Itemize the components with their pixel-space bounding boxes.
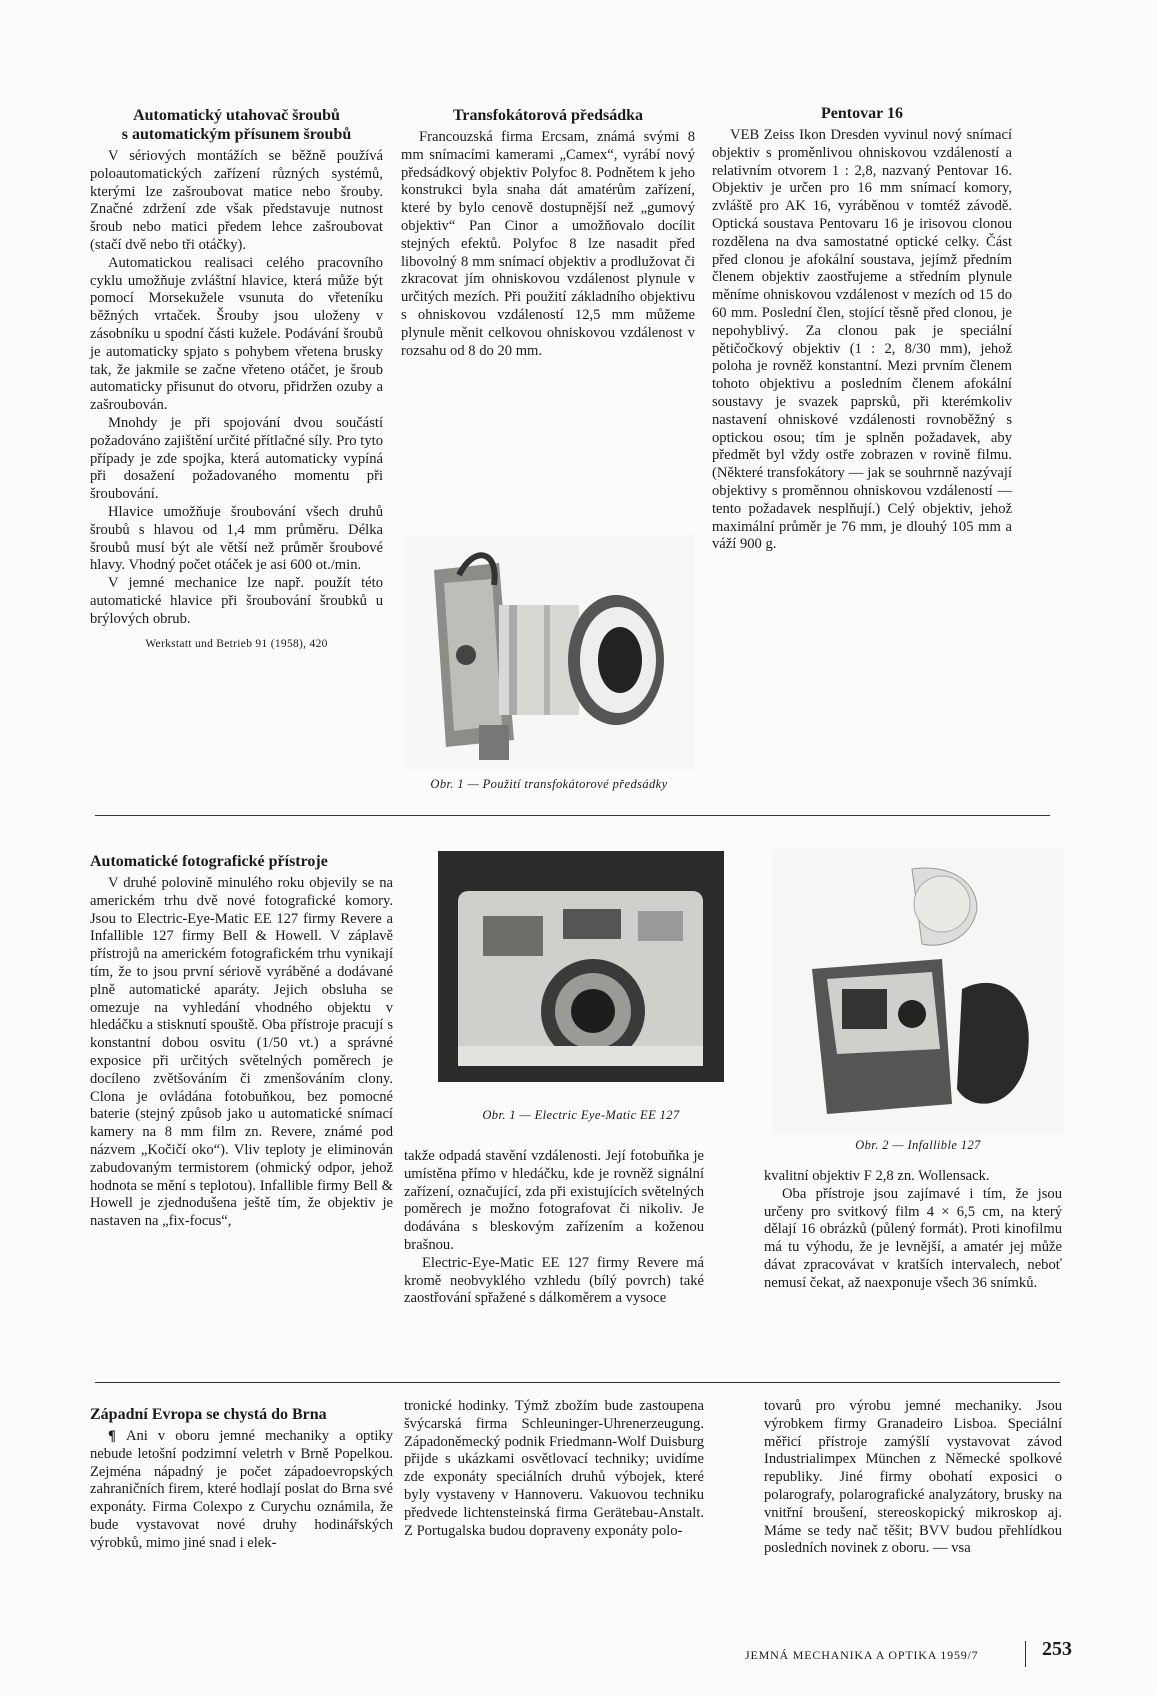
zoom-camera-photo [404,535,694,770]
article-body: Francouzská firma Ercsam, známá svými 8 mm snímacími kamerami „Camex“, vyrábí nový předsádkový objektiv Polyfoc 8. Podnětem k jeho konstrukci byla snaha dát amatérům zařízení, které by bylo cenově dostupnější než „gumový objektiv“ Pan Cinor a umožňovalo docílit stejných efektů. Polyfoc 8 lze nasadit před libovolný 8 mm snímací objektiv a prodlužovat či zkracovat jím ohniskovou vzdálenost plynule v určitých mezích. Při použití základního objektivu s ohniskovou vzdáleností 12,5 mm můžeme plynule měnit celkovou ohniskovou vzdálenost v rozsahu od 8 do 20 mm. [401,129,695,359]
article-brno-fair-col2: tronické hodinky. Týmž zbožím bude zastoupena švýcarská firma Schleuninger-Uhrenerzeugung. Západoněmecký podnik Friedmann-Wolf Duisburg přijde s ukázkami osvětlovací techniky; uvidíme zde exponáty speciálních druhů výbojek, které byly vystaveny v Hannoveru. Vakuovou techniku předvede lichtensteinská firma Gerätebau-Anstalt. Z Portugalska budou dopraveny exponáty polo- [404,1398,704,1539]
article-body: VEB Zeiss Ikon Dresden vyvinul nový snímací objektiv s proměnlivou ohniskovou vzdáleností a relativním otvorem 1 : 2,8, nazvaný Pentovar 16. Objektiv je určen pro 16 mm snímací komory, zvláště pro AK 16, vyráběnou v tomtéž závodě. Optická soustava Pentovaru 16 je irisovou clonou rozdělena na dva samostatné optické celky. Část před clonou je afokální soustava, jejímž předním členem objektiv zaostřujeme a středním plynule měníme ohniskovou vzdálenost v mezích od 15 do 60 mm. Poslední člen, stojící těsně před clonou, je nepohyblivý. Za clonou pak je speciální pětičočkový objektiv (1 : 2, 8/30 mm), jehož poloha je rovněž konstantní. Mezi prvním členem tohoto objektivu a posledním členem afokální soustavy je svazek paprsků, při kterémkoliv nastavení ohniskové vzdálenosti rovnoběžný s optickou osou; tím je splněn požadavek, aby předmět byl vždy ostře zobrazen v rovině filmu. (Některé transfokátory — jak se souhrnně nazývají objektivy s proměnnou ohniskovou vzdáleností — tento požadavek nesplňují.) Celý objektiv, jehož maximální průměr je 76 mm, je dlouhý 105 mm a váží 900 g. [712,127,1012,553]
article-body: V druhé polovině minulého roku objevily se na americkém trhu dvě nové fotografické komory. Jsou to Electric-Eye-Matic EE 127 firmy Revere a Infallible 127 firmy Bell & Howell. V záplavě přístrojů na americkém fotografickém trhu vynikají tím, že to jsou první sériově vyráběné a dodávané plně automatické aparáty. Jejich obsluha se omezuje na vyhledání vhodného objektu v hledáčku a stisknutí spouště. Oba přístroje pracují s konstantní dobou osvitu (1/50 vt.) a správné exposice při určitých světelných poměrech je docíleno zvětšováním či zmenšováním clony. Clona je ovládána fotobuňkou, bez pomocné baterie (stejný způsob jako u automatické snímací kamery na 8 mm film zn. Revere, známé pod názvem „Kočičí oko“). Vliv teploty je eliminován zabudovaným termistorem (ohmický odpor, jehož hodnota se mění s teplotou). Infallible firmy Bell & Howell je zjednodušena ještě tím, že objektiv je nastaven na „fix-focus“, [90,875,393,1230]
divider-rule [95,1382,1060,1383]
figure-caption-infallible: Obr. 2 — Infallible 127 [855,1138,981,1152]
article-brno-fair-col3: tovarů pro výrobu jemné mechaniky. Jsou výrobkem firmy Granadeiro Lisboa. Speciální měřicí přístroje zamýšlí vystavovat závod Industrialimpex München z Německé spolkové republiky. Jiné firmy obohatí exposici o polarografy, polarografické analyzátory, brusky na vnitřní broušení, stereoskopický mikroskop aj. Máme se tedy nač těšit; BVV budou přehlídkou posledních novinek z oboru. — vsa [764,1398,1062,1557]
article-title: Automatické fotografické přístroje [90,853,328,870]
article-automatic-cameras-col2: takže odpadá stavění vzdálenosti. Její fotobuňka je umístěna přímo v hledáčku, kde je rovněž signální zařízení, označující, zda při existujících světelných poměrech je možno fotografovat či nikoliv. Je dodávána s bleskovým zařízením a koženou brašnou. Electric-Eye-Matic EE 127 firmy Revere má kromě neobvyklého vzhledu (bílý povrch) také zaostřování spřažené s dálkoměrem a vysoce [404,1148,704,1307]
figure-caption-zoom: Obr. 1 — Použití transfokátorové předsádky [430,777,668,791]
infallible-photo [772,849,1064,1134]
article-title: Automatický utahovač šroubů s automatickým přísunem šroubů [121,107,352,143]
pilcrow-icon: ¶ [108,1428,126,1444]
page-number: 253 [1042,1638,1072,1660]
article-zoom-attachment [401,106,695,360]
source-citation: Werkstatt und Betrieb 91 (1958), 420 [145,637,328,650]
journal-name: JEMNÁ MECHANIKA A OPTIKA 1959/7 [745,1648,979,1662]
divider-rule [95,815,1050,816]
article-title: Pentovar 16 [821,105,903,122]
article-body: V sériových montážích se běžně používá poloautomatických zařízení různých systémů, kterými lze zašroubovat matice nebo šrouby. Značné zdržení zde však představuje nutnost šroub nebo matici předem lehce zašroubovat (stačí dvě nebo tři otáčky). Automatickou realisaci celého pracovního cyklu umožňuje zvláštní hlavice, která může být pomocí Morsekužele vsunuta do vřeteníku běžných vrtaček. Šrouby jsou uloženy v zásobníku u spodní části kužele. Podávání šroubů je automaticky spjato s pohybem vřetena brusky tak, že jakmile se začne vřeteno otáčet, je šroub automaticky přisunut do otvoru, přidržen ozuby a zašroubován. Mnohdy je při spojování dvou součástí požadováno zajištění určité přítlačné síly. Pro tyto případy je zde spojka, která automaticky vypíná při dosažení požadovaného momentu při šroubování. Hlavice umožňuje šroubování všech druhů šroubů s hlavou od 1,4 mm průměru. Délka šroubů musí být ale větší než průměr šroubové hlavy. Vhodný počet otáček je asi 600 ot./min. V jemné mechanice lze např. použít této automatické hlavice při šroubování šroubků u brýlových obrub. [90,148,383,627]
article-pentovar [712,104,1012,554]
page-footer [745,1638,1105,1668]
electric-eye-matic-photo [438,851,724,1082]
article-brno-fair [90,1405,393,1553]
footer-divider [1025,1641,1026,1667]
article-automatic-cameras [90,852,393,1231]
article-title: Západní Evropa se chystá do Brna [90,1406,327,1423]
article-automatic-cameras-col3: kvalitní objektiv F 2,8 zn. Wollensack. Oba přístroje jsou zajímavé i tím, že jsou určeny pro svitkový film 4 × 6,5 cm, na který dělají 16 obrázků (půlený formát). Proti kinofilmu má tu výhodu, že je levnější, a amatér jej může dávat zpracovávat v kratších intervalech, neboť nemusí čekat, až naexponuje všech 36 snímků. [764,1168,1062,1291]
article-title: Transfokátorová předsádka [452,107,644,124]
figure-caption-ee127: Obr. 1 — Electric Eye-Matic EE 127 [482,1108,680,1122]
article-body: ¶ Ani v oboru jemné mechaniky a optiky nebude letošní podzimní veletrh v Brně Popelkou. Zejména nápadný je počet západoevropských zahraničních firem, které hodlají poslat do Brna své exponáty. Firma Colexpo z Curychu oznámila, že bude vystavovat nové druhy hodinářských výrobků, mimo jiné snad i elek- [90,1428,394,1551]
article-bolt-tightener [90,106,383,652]
